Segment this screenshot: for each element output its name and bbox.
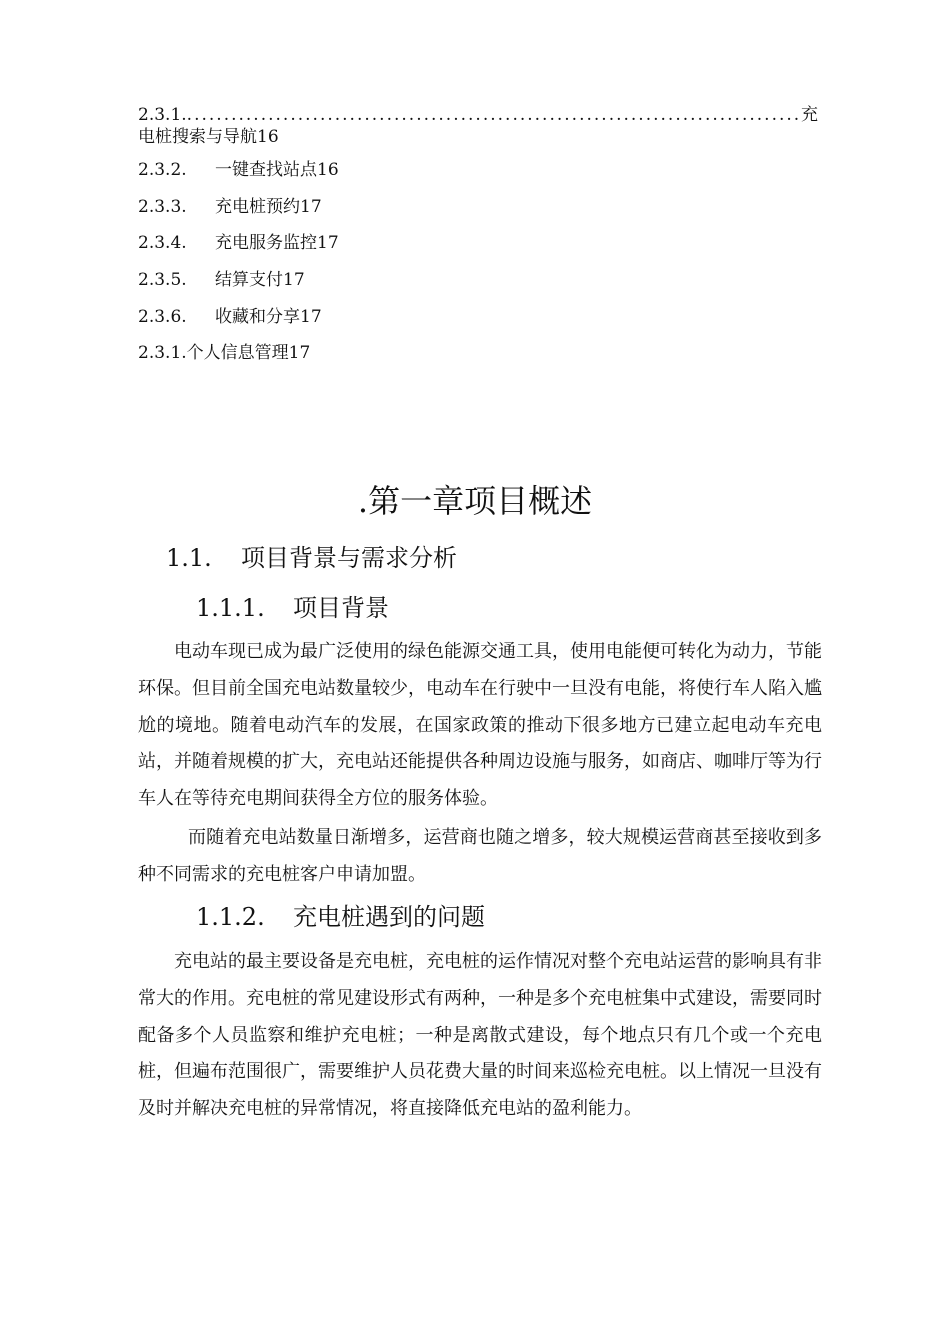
toc-entry-title: 结算支付17 <box>215 270 305 291</box>
toc-entry-number: 2.3.3. <box>138 196 187 217</box>
toc-entry[interactable] <box>138 152 818 189</box>
toc-entry-number: 2.3.5. <box>138 270 187 291</box>
section-heading-1-1 <box>166 540 457 576</box>
paragraph-background: 电动车现已成为最广泛使用的绿色能源交通工具，使用电能便可转化为动力，节能环保。但目前全国充电站数量较少，电动车在行驶中一旦没有电能，将使行车人陷入尴尬的境地。随着电动汽车的发展，在国家政策的推动下很多地方已建立起电动车充电站，并随着规模的扩大，充电站还能提供各种周边设施与服务，如商店、咖啡厅等为行车人在等待充电期间获得全方位的服务体验。 <box>138 641 822 810</box>
section-title: 项目背景与需求分析 <box>241 544 457 572</box>
toc-leader-dots <box>187 104 801 126</box>
toc-entry-number: 2.3.1. <box>138 343 187 364</box>
paragraph-problems: 充电站的最主要设备是充电桩，充电桩的运作情况对整个充电站运营的影响具有非常大的作用。充电桩的常见建设形式有两种，一种是多个充电桩集中式建设，需要同时配备多个人员监察和维护充电桩；一种是离散式建设，每个地点只有几个或一个充电桩，但遍布范围很广，需要维护人员花费大量的时间来巡检充电桩。以上情况一旦没有及时并解决充电桩的异常情况，将直接降低充电站的盈利能力。 <box>138 951 822 1120</box>
toc-entry-2-3-1[interactable] <box>138 104 818 148</box>
section-title: 充电桩遇到的问题 <box>293 903 485 931</box>
section-number: 1.1. <box>166 544 212 572</box>
paragraph-operators: 而随着充电站数量日渐增多，运营商也随之增多，较大规模运营商甚至接收到多种不同需求的充电桩客户申请加盟。 <box>138 827 822 885</box>
toc-entry-title: 个人信息管理17 <box>186 343 311 364</box>
section-heading-1-1-2 <box>196 899 485 935</box>
section-title: 项目背景 <box>293 594 389 622</box>
table-of-contents <box>138 104 818 372</box>
toc-entry-title: 一键查找站点16 <box>215 160 339 180</box>
toc-entry[interactable] <box>138 225 818 262</box>
toc-entry-title: 充电桩预约17 <box>215 196 322 217</box>
toc-entry[interactable] <box>138 262 818 299</box>
toc-entry-number: 2.3.1. <box>138 105 187 125</box>
toc-entry-last[interactable] <box>138 335 818 372</box>
toc-entry-title-start: 充 <box>801 105 818 125</box>
toc-entry[interactable] <box>138 299 818 336</box>
section-heading-1-1-1 <box>196 590 389 626</box>
chapter-title: .第一章项目概述 <box>357 482 593 520</box>
toc-entry-title: 收藏和分享17 <box>215 306 322 327</box>
toc-entry-title: 充电服务监控17 <box>215 233 339 254</box>
toc-entry-number: 2.3.4. <box>138 233 187 254</box>
toc-entry-title-continuation: 电桩搜索与导航16 <box>138 127 279 147</box>
toc-entry-number: 2.3.2. <box>138 160 187 180</box>
section-number: 1.1.2. <box>196 903 265 931</box>
section-number: 1.1.1. <box>196 594 265 622</box>
toc-entry[interactable] <box>138 189 818 226</box>
toc-entry-number: 2.3.6. <box>138 306 187 327</box>
